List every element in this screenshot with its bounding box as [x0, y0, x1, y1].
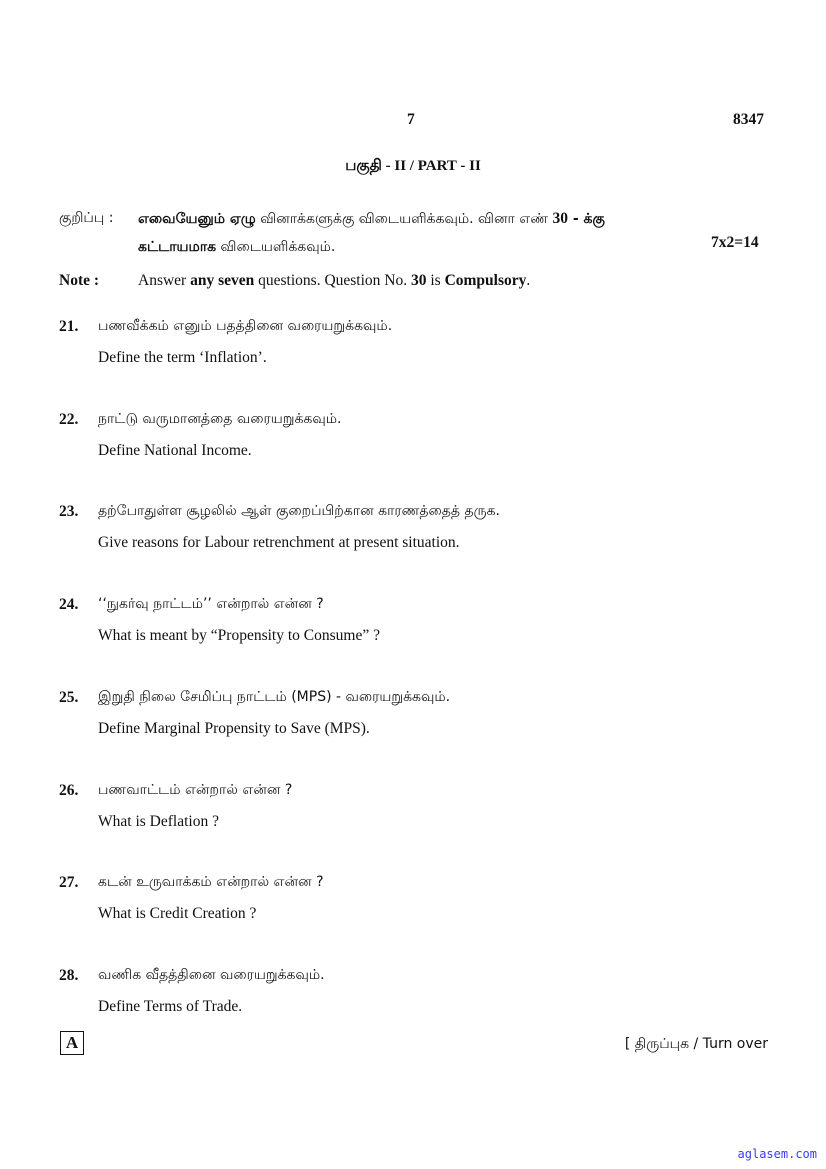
question-tamil: இறுதி நிலை சேமிப்பு நாட்டம் (MPS) - வரையறுக்கவும். — [98, 688, 451, 705]
note-text: Answer — [138, 272, 191, 289]
question-english: What is meant by “Propensity to Consume” ? — [98, 627, 380, 645]
tamil-note-bold: கட்டாயமாக — [138, 239, 217, 255]
tamil-note-line1 — [138, 210, 738, 229]
section-title: பகுதி - II / PART - II — [345, 158, 481, 174]
tamil-note-line2 — [138, 239, 335, 257]
question-tamil: தற்போதுள்ள சூழலில் ஆள் குறைப்பிற்கான காரணத்தைத் தருக. — [98, 503, 500, 520]
question-tamil: ‘‘நுகர்வு நாட்டம்’’ என்றால் என்ன ? — [98, 596, 324, 613]
question-number: 24. — [59, 596, 79, 614]
paper-code: 8347 — [733, 111, 764, 128]
question-tamil: வணிக வீதத்தினை வரையறுக்கவும். — [98, 966, 325, 983]
question-number: 28. — [59, 966, 79, 984]
question-tamil: பணவாட்டம் என்றால் என்ன ? — [98, 781, 293, 798]
note-label: Note : — [59, 272, 100, 289]
version-box: A — [60, 1031, 84, 1055]
question-tamil: பணவீக்கம் எனும் பதத்தினை வரையறுக்கவும். — [98, 318, 393, 334]
tamil-note-number: 30 — [552, 210, 568, 227]
question-english: Define National Income. — [98, 441, 252, 459]
question-number: 27. — [59, 874, 79, 892]
question-english: What is Deflation ? — [98, 812, 219, 830]
english-note-label — [59, 272, 99, 290]
page-number: 7 — [407, 111, 415, 128]
note-text: questions. Question No. — [254, 272, 411, 289]
turn-over-text — [625, 1035, 768, 1054]
question-number: 21. — [59, 318, 79, 335]
question-tamil: கடன் உருவாக்கம் என்றால் என்ன ? — [98, 874, 324, 891]
question-number: 26. — [59, 781, 79, 799]
tamil-note-text: - க்கு — [567, 211, 605, 227]
note-text: is — [426, 272, 445, 289]
turn-over-label: [ திருப்புக / Turn over — [624, 1036, 768, 1052]
question-english: What is Credit Creation ? — [98, 905, 257, 923]
note-bold: any seven — [190, 272, 255, 289]
question-number: 23. — [59, 503, 79, 521]
question-english: Define Terms of Trade. — [98, 997, 243, 1015]
tamil-note-text: விடையளிக்கவும். — [216, 239, 336, 255]
english-note-text — [138, 272, 530, 290]
tamil-note-text: வினாக்களுக்கு விடையளிக்கவும். வினா எண் — [255, 211, 553, 227]
watermark: aglasem.com — [737, 1147, 817, 1161]
tamil-note-bold: எவையேனும் ஏழு — [138, 211, 256, 227]
question-tamil: நாட்டு வருமானத்தை வரையறுக்கவும். — [98, 410, 342, 427]
note-bold: Compulsory — [444, 272, 527, 289]
marks-allocation: 7x2=14 — [711, 234, 759, 251]
question-english: Define Marginal Propensity to Save (MPS). — [98, 719, 370, 737]
note-bold: 30 — [410, 272, 427, 289]
tamil-note-label: குறிப்பு : — [59, 210, 114, 226]
question-english: Give reasons for Labour retrenchment at present situation. — [98, 534, 460, 552]
question-number: 22. — [59, 410, 79, 428]
note-text: . — [526, 272, 531, 289]
question-number: 25. — [59, 688, 79, 706]
question-english: Define the term ‘Inflation’. — [98, 349, 267, 366]
